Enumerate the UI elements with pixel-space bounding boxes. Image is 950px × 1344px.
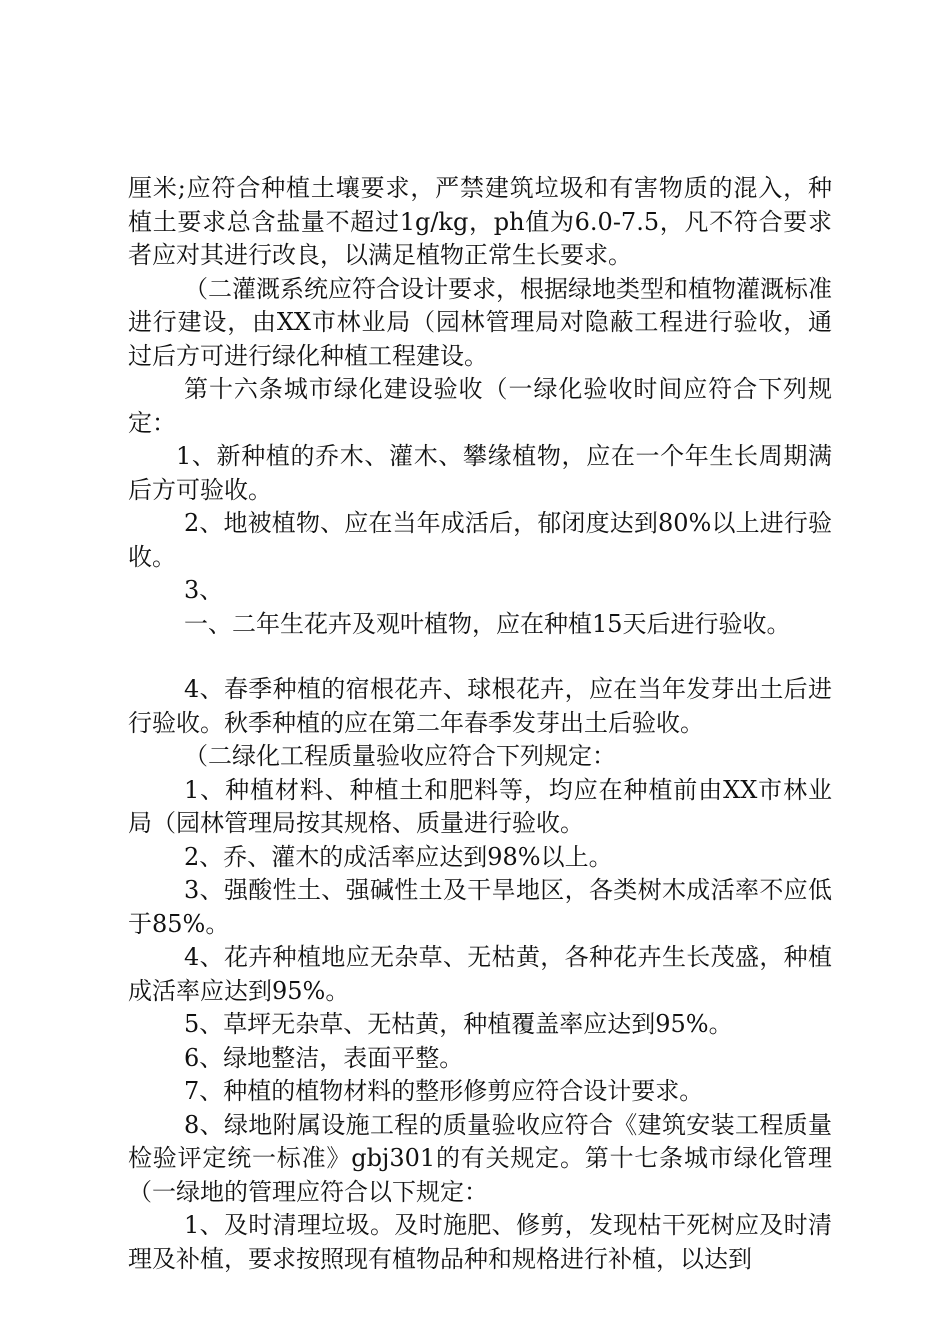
paragraph-quality-item-1: 1、种植材料、种植土和肥料等，均应在种植前由XX市林业局（园林管理局按其规格、质量进行验收。	[128, 775, 832, 837]
paragraph-quality-item-2: 2、乔、灌木的成活率应达到98%以上。	[184, 842, 613, 871]
paragraph-quality-item-4: 4、花卉种植地应无杂草、无枯黄，各种花卉生长茂盛，种植成活率应达到95%。	[128, 943, 832, 1005]
paragraph-quality-item-8: 8、绿地附属设施工程的质量验收应符合《建筑安装工程质量检验评定统一标准》gbj301的有关规定。第十七条城市绿化管理（一绿地的管理应符合以下规定：	[128, 1110, 832, 1206]
paragraph-management-item-1: 1、及时清理垃圾。及时施肥、修剪，发现枯干死树应及时清理及补植，要求按照现有植物品种和规格进行补植，以达到	[128, 1211, 832, 1273]
paragraph-irrigation-system: （二灌溉系统应符合设计要求，根据绿地类型和植物灌溉标准进行建设，由XX市林业局（园林管理局对隐蔽工程进行验收，通过后方可进行绿化种植工程建设。	[128, 274, 832, 370]
paragraph-annual-flowers: 一、二年生花卉及观叶植物，应在种植15天后进行验收。	[184, 609, 791, 638]
paragraph-acceptance-item-2: 2、地被植物、应在当年成活后，郁闭度达到80%以上进行验收。	[128, 509, 832, 571]
paragraph-quality-item-3: 3、强酸性土、强碱性土及干旱地区，各类树木成活率不应低于85%。	[128, 876, 832, 938]
paragraph-quality-item-6: 6、绿地整洁，表面平整。	[184, 1043, 464, 1072]
paragraph-acceptance-item-3: 3、	[184, 576, 224, 604]
paragraph-quality-heading: （二绿化工程质量验收应符合下列规定：	[184, 742, 616, 770]
paragraph-acceptance-item-4: 4、春季种植的宿根花卉、球根花卉，应在当年发芽出土后进行验收。秋季种植的应在第二年春季发芽出土后验收。	[128, 675, 832, 737]
paragraph-article-16-heading: 第十六条城市绿化建设验收（一绿化验收时间应符合下列规定：	[128, 375, 832, 437]
paragraph-soil-requirements: 厘米;应符合种植土壤要求，严禁建筑垃圾和有害物质的混入，种植土要求总含盐量不超过1g/kg，ph值为6.0-7.5，凡不符合要求者应对其进行改良，以满足植物正常生长要求。	[128, 174, 832, 269]
paragraph-quality-item-5: 5、草坪无杂草、无枯黄，种植覆盖率应达到95%。	[184, 1010, 733, 1038]
document-page	[128, 172, 832, 1276]
paragraph-acceptance-item-1: 1、新种植的乔木、灌木、攀缘植物，应在一个年生长周期满后方可验收。	[128, 442, 832, 504]
paragraph-quality-item-7: 7、种植的植物材料的整形修剪应符合设计要求。	[184, 1077, 704, 1105]
blank-line	[128, 641, 832, 673]
